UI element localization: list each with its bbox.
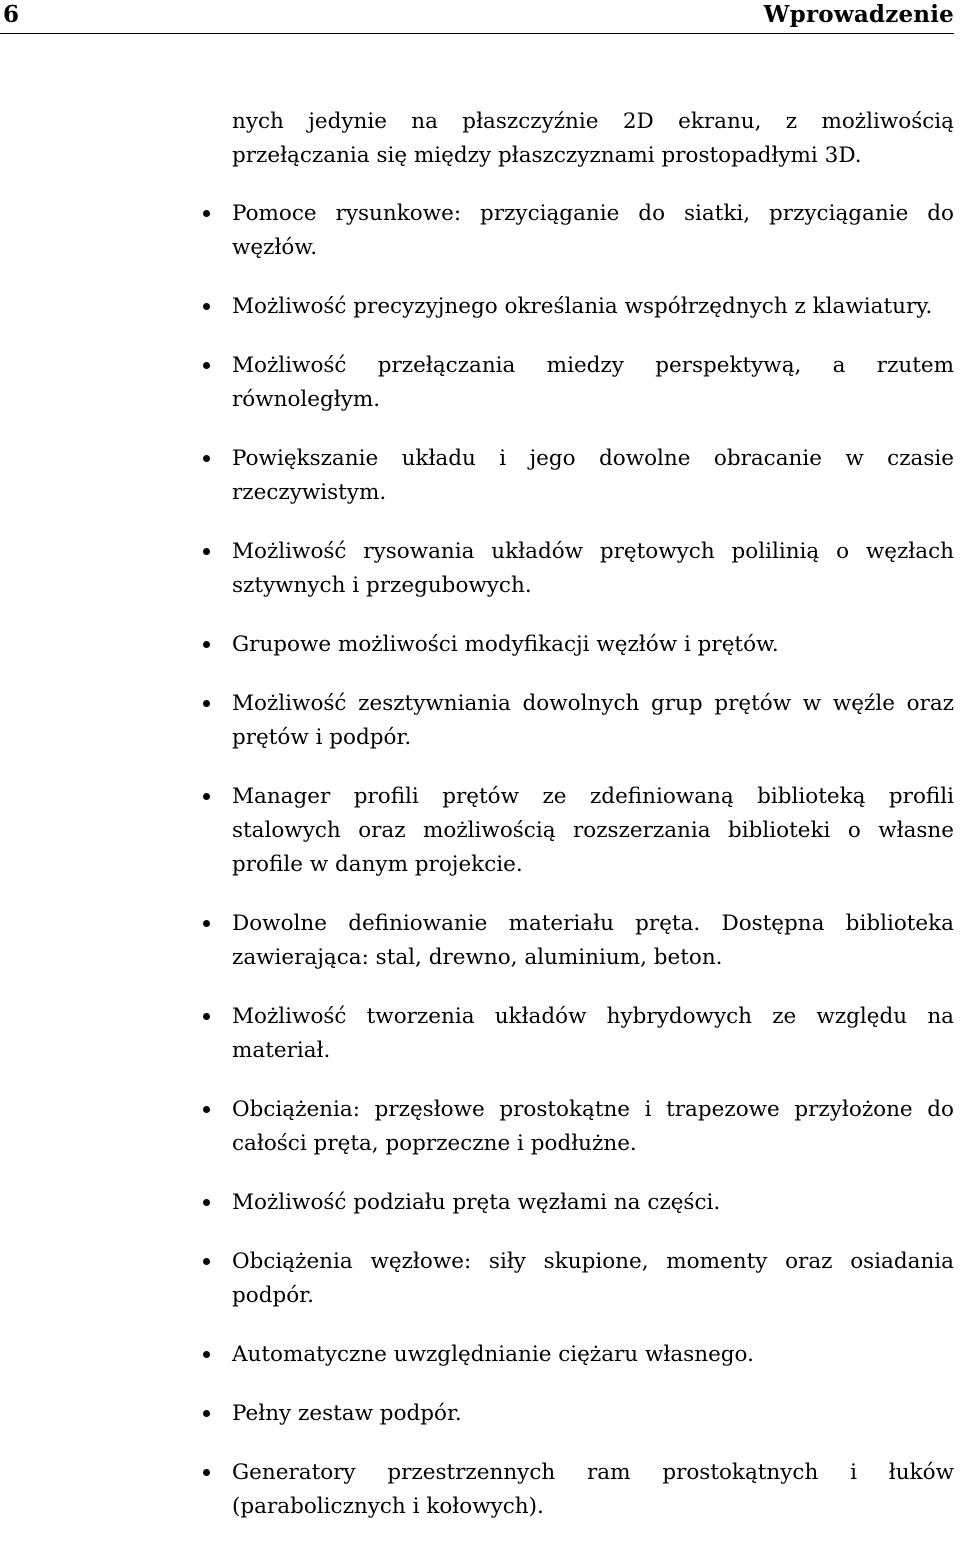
bullet-icon — [203, 1351, 210, 1358]
list-item-text: Powiększanie układu i jego dowolne obracanie w czasie rzeczywistym. — [232, 446, 954, 505]
page-header — [0, 0, 960, 34]
bullet-icon — [203, 1469, 210, 1476]
list-item-text: Dowolne definiowanie materiału pręta. Dostępna biblioteka zawierająca: stal, drewno, aluminium, beton. — [232, 911, 954, 970]
intro-paragraph: nych jedynie na płaszczyźnie 2D ekranu, z możliwością przełączania się między płaszczyznami prostopadłymi 3D. — [232, 109, 954, 168]
list-item-text: Pełny zestaw podpór. — [232, 1401, 462, 1426]
list-item — [232, 628, 954, 662]
bullet-icon — [203, 1106, 210, 1113]
page-content — [232, 105, 954, 1524]
list-item-text: Możliwość rysowania układów prętowych polilinią o węzłach sztywnych i przegubowych. — [232, 539, 954, 598]
running-head: Wprowadzenie — [763, 1, 954, 28]
bullet-icon — [203, 455, 210, 462]
list-item — [232, 1186, 954, 1220]
list-item — [232, 1456, 954, 1524]
bullet-icon — [203, 920, 210, 927]
list-item-text: Generatory przestrzennych ram prostokątnych i łuków (parabolicznych i kołowych). — [232, 1460, 954, 1519]
list-item-text: Możliwość zesztywniania dowolnych grup prętów w węźle oraz prętów i podpór. — [232, 691, 954, 750]
list-item-text: Pomoce rysunkowe: przyciąganie do siatki, przyciąganie do węzłów. — [232, 201, 954, 260]
list-item — [232, 1397, 954, 1431]
list-item — [232, 1245, 954, 1313]
list-item-text: Manager profili prętów ze zdefiniowaną biblioteką profili stalowych oraz możliwością rozszerzania biblioteki o własne profile w danym projekcie. — [232, 784, 954, 877]
list-item — [232, 687, 954, 755]
list-item-text: Obciążenia węzłowe: siły skupione, momenty oraz osiadania podpór. — [232, 1249, 954, 1308]
header-rule — [0, 33, 954, 34]
bullet-icon — [203, 1410, 210, 1417]
list-item — [232, 442, 954, 510]
list-item — [232, 290, 954, 324]
bullet-icon — [203, 1258, 210, 1265]
bullet-icon — [203, 641, 210, 648]
feature-list — [232, 197, 954, 1524]
list-item — [232, 349, 954, 417]
list-item-text: Grupowe możliwości modyfikacji węzłów i prętów. — [232, 632, 779, 657]
list-item — [232, 1000, 954, 1068]
list-item-text: Możliwość precyzyjnego określania współrzędnych z klawiatury. — [232, 294, 933, 319]
list-item-text: Możliwość tworzenia układów hybrydowych ze względu na materiał. — [232, 1004, 954, 1063]
list-item — [232, 535, 954, 603]
bullet-icon — [203, 793, 210, 800]
bullet-icon — [203, 362, 210, 369]
list-item — [232, 1093, 954, 1161]
list-item-text: Możliwość podziału pręta węzłami na części. — [232, 1190, 721, 1215]
list-item — [232, 1338, 954, 1372]
list-item — [232, 197, 954, 265]
list-item-text: Obciążenia: przęsłowe prostokątne i trapezowe przyłożone do całości pręta, poprzeczne i podłużne. — [232, 1097, 954, 1156]
bullet-icon — [203, 1013, 210, 1020]
page-number: 6 — [3, 1, 20, 28]
list-item — [232, 907, 954, 975]
list-item — [232, 780, 954, 882]
bullet-icon — [203, 700, 210, 707]
list-item-text: Automatyczne uwzględnianie ciężaru własnego. — [232, 1342, 754, 1367]
list-item-text: Możliwość przełączania miedzy perspektywą, a rzutem równoległym. — [232, 353, 954, 412]
bullet-icon — [203, 303, 210, 310]
bullet-icon — [203, 210, 210, 217]
bullet-icon — [203, 1199, 210, 1206]
bullet-icon — [203, 548, 210, 555]
